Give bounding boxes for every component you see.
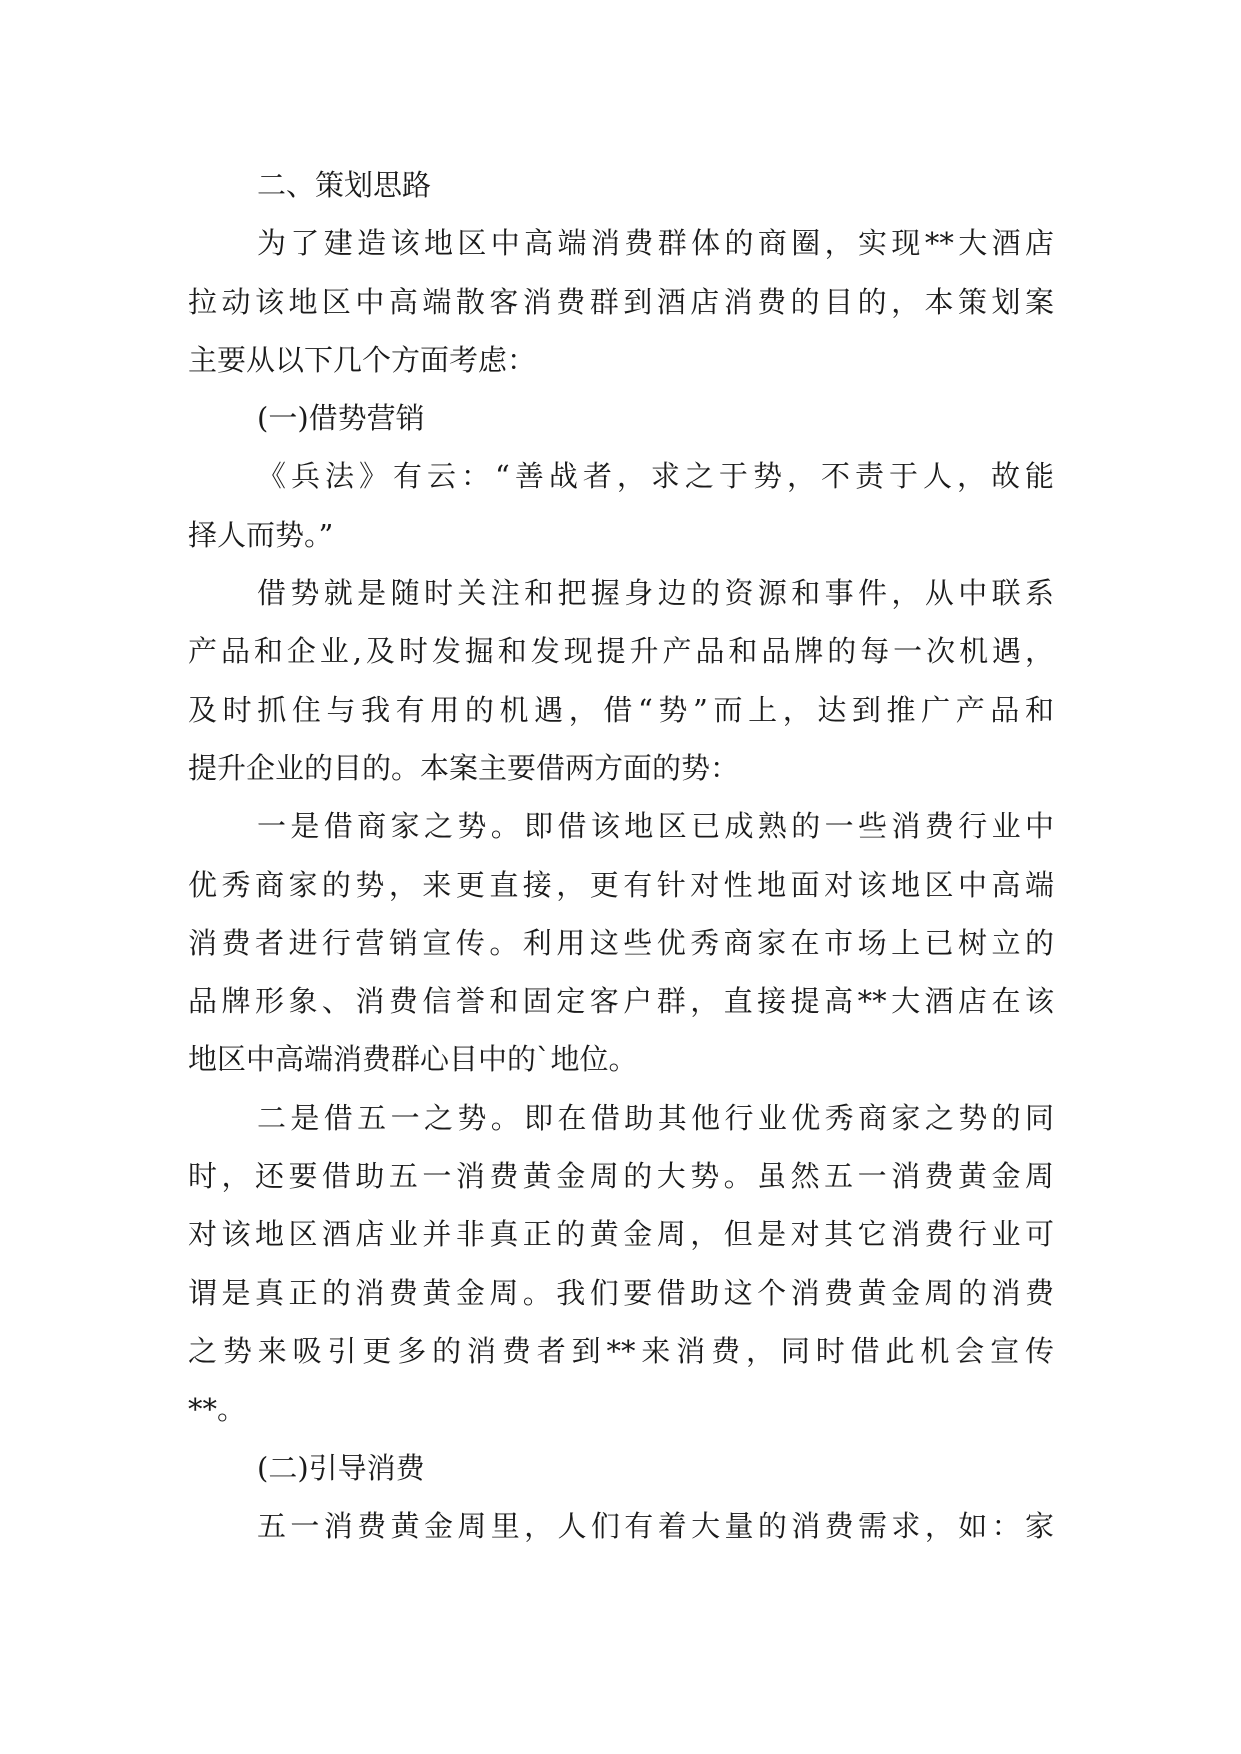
text-line: 时，还要借助五一消费黄金周的大势。虽然五一消费黄金周	[188, 1159, 1054, 1194]
text-line: 谓是真正的消费黄金周。我们要借助这个消费黄金周的消费	[188, 1275, 1054, 1310]
text-line: 《兵法》有云：“善战者，求之于势，不责于人，故能	[257, 459, 1054, 494]
text-line: 为了建造该地区中高端消费群体的商圈，实现**大酒店	[257, 226, 1054, 261]
text-line: 及时抓住与我有用的机遇，借“势”而上，达到推广产品和	[188, 692, 1054, 727]
text-line: **。	[188, 1392, 247, 1427]
text-line: 借势就是随时关注和把握身边的资源和事件，从中联系	[257, 576, 1054, 611]
text-line: 主要从以下几个方面考虑：	[188, 342, 537, 377]
text-line: 之势来吸引更多的消费者到**来消费，同时借此机会宣传	[188, 1333, 1054, 1368]
text-line: 二、策划思路	[257, 168, 432, 202]
text-line: 二是借五一之势。即在借助其他行业优秀商家之势的同	[257, 1100, 1054, 1135]
text-line: (二)引导消费	[257, 1450, 425, 1485]
text-line: (一)借势营销	[257, 401, 425, 436]
text-line: 对该地区酒店业并非真正的黄金周，但是对其它消费行业可	[188, 1217, 1054, 1252]
document-body	[188, 156, 1054, 1555]
text-line: 拉动该地区中高端散客消费群到酒店消费的目的，本策划案	[188, 284, 1054, 319]
text-line: 优秀商家的势，来更直接，更有针对性地面对该地区中高端	[188, 867, 1054, 902]
text-line: 地区中高端消费群心目中的`地位。	[188, 1042, 638, 1077]
text-line: 消费者进行营销宣传。利用这些优秀商家在市场上已树立的	[188, 925, 1054, 960]
text-line: 五一消费黄金周里，人们有着大量的消费需求，如：家	[257, 1508, 1054, 1543]
text-line: 产品和企业,及时发掘和发现提升产品和品牌的每一次机遇，	[188, 634, 1054, 669]
text-line: 一是借商家之势。即借该地区已成熟的一些消费行业中	[257, 809, 1054, 844]
text-line: 择人而势。”	[188, 517, 334, 552]
text-line: 品牌形象、消费信誉和固定客户群，直接提高**大酒店在该	[188, 984, 1054, 1019]
text-line: 提升企业的目的。本案主要借两方面的势：	[188, 750, 740, 785]
